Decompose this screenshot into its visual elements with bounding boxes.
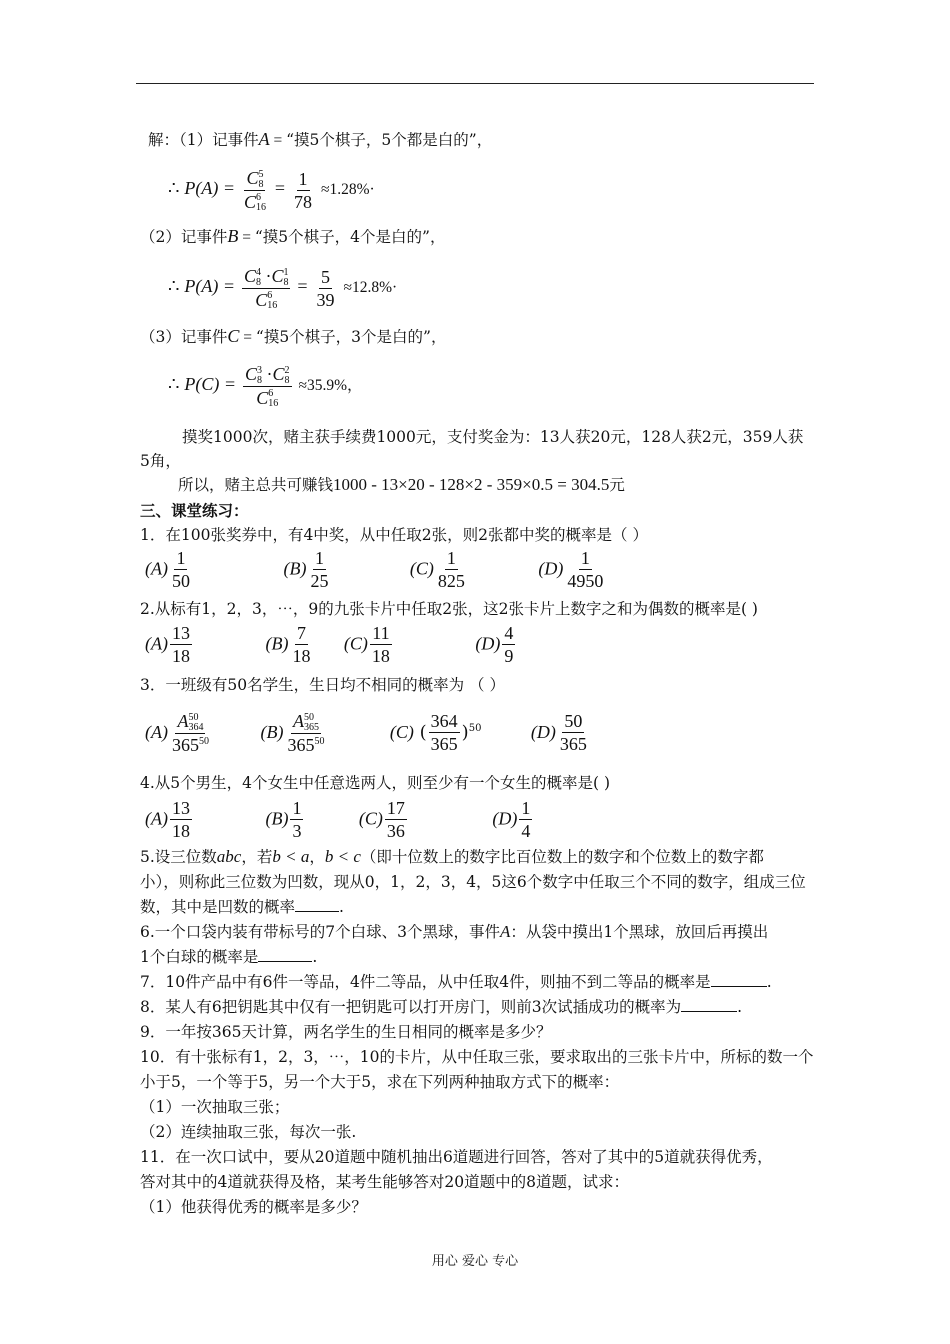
q9-text: 9．一年按365天计算，两名学生的生日相同的概率是多少？ [140,1023,552,1041]
q11-line-1: 11．在一次口试中，要从20道题中随机抽出6道题进行回答，答对了其中的5道就获得优秀， [140,1148,773,1166]
q2-options: (A) $\frac{13}{18}$ (B) $\frac{7}{18}$ (C) $\frac{11}{18}$ (D) $\frac{4}{9}$ [145,623,514,666]
q5-line-2: 小），则称此三位数为凹数，现从0，1，2，3，4，5这6个数字中任取三个不同的数字，组成三位 [140,873,806,891]
q10-line-2: 小于5，一个等于5，另一个大于5，求在下列两种抽取方式下的概率： [140,1073,620,1091]
solution-para-2: 所以，赌主总共可赚钱1000 - 13×20 - 128×2 - 359×0.5 = 304.5元 [178,475,625,494]
equation-3: ∴ P(C) = C 3 8 ·C 2 8 C 6 16 ≈35.9%， [168,363,363,410]
q7-text: 7．10件产品中有6件一等品，4件二等品，从中任取4件，则抽不到二等品的概率是 . [140,973,772,991]
q10-line-3: （1）一次抽取三张； [140,1098,290,1116]
equation-1: ∴ P(A) = C 5 8 C 6 16 = $\frac{1}{78}$ ≈1.28%· [168,167,375,214]
q4-text: 4.从5个男生，4个女生中任意选两人，则至少有一个女生的概率是( ) [140,774,611,792]
solution-line-1: 解：（1）记事件A = “摸5个棋子，5个都是白的”， [148,129,493,149]
q3-options: (A) A 50 364 $365^{50}$ (B) A 50 365 $365^{50}$ (C) ( $\frac{364}{365}$ )$^{50}$ (D) $\frac{50}{365}$ [145,711,587,755]
q7-answer-blank[interactable] [711,972,767,987]
q6-answer-blank[interactable] [258,947,312,962]
solution-para-1: 摸奖1000次，赌主获手续费1000元，支付奖金为：13人获20元，128人获2元，359人获 [182,428,804,446]
q5-line-3: 数，其中是凹数的概率 . [140,898,344,916]
q8-answer-blank[interactable] [681,997,737,1012]
solution-para-1b: 5角， [140,452,181,470]
header-rule [136,83,814,84]
solution-line-3: （3）记事件C = “摸5个棋子，3个是白的”， [140,326,447,346]
q8-text: 8．某人有6把钥匙其中仅有一把钥匙可以打开房门，则前3次试插成功的概率为 . [140,998,743,1016]
q11-line-3: （1）他获得优秀的概率是多少？ [140,1198,367,1216]
section-title: 三、课堂练习： [140,501,249,520]
q5-answer-blank[interactable] [295,897,339,912]
equation-2: ∴ P(A) = C 4 8 ·C 1 8 C 6 16 = $\frac{5}{39}$ ≈12.8%· [168,265,398,312]
q3-text: 3．一班级有50名学生，生日均不相同的概率为 （ ） [140,676,505,694]
q4-options: (A) $\frac{13}{18}$ (B) $\frac{1}{3}$ (C) $\frac{17}{36}$ (D) $\frac{1}{4}$ [145,798,531,841]
q5-line-1: 5.设三位数abc，若b < a，b < c（即十位数上的数字比百位数上的数字和个位数上的数字都 [140,847,764,866]
q10-line-1: 10．有十张标有1，2，3，⋯，10的卡片，从中任取三张，要求取出的三张卡片中，所标的数一个 [140,1048,814,1066]
q2-text: 2.从标有1，2，3，⋯，9的九张卡片中任取2张，这2张卡片上数字之和为偶数的概率是( ) [140,600,758,618]
solution-line-2: （2）记事件B = “摸5个棋子，4个是白的”， [140,226,446,246]
q6-line-1: 6.一个口袋内装有带标号的7个白球、3个黑球，事件A：从袋中摸出1个黑球，放回后再摸出 [140,922,769,941]
q11-line-2: 答对其中的4道就获得及格，某考生能够答对20道题中的8道题，试求： [140,1173,629,1191]
q1-options: (A) $\frac{1}{50}$ (B) $\frac{1}{25}$ (C) $\frac{1}{825}$ (D) $\frac{1}{4950}$ [145,548,604,591]
q6-line-2: 1个白球的概率是 . [140,948,318,966]
page-footer: 用心 爱心 专心 [431,1254,519,1269]
q1-text: 1．在100张奖券中，有4中奖，从中任取2张，则2张都中奖的概率是（ ） [140,526,648,544]
q10-line-4: （2）连续抽取三张，每次一张. [140,1123,357,1141]
